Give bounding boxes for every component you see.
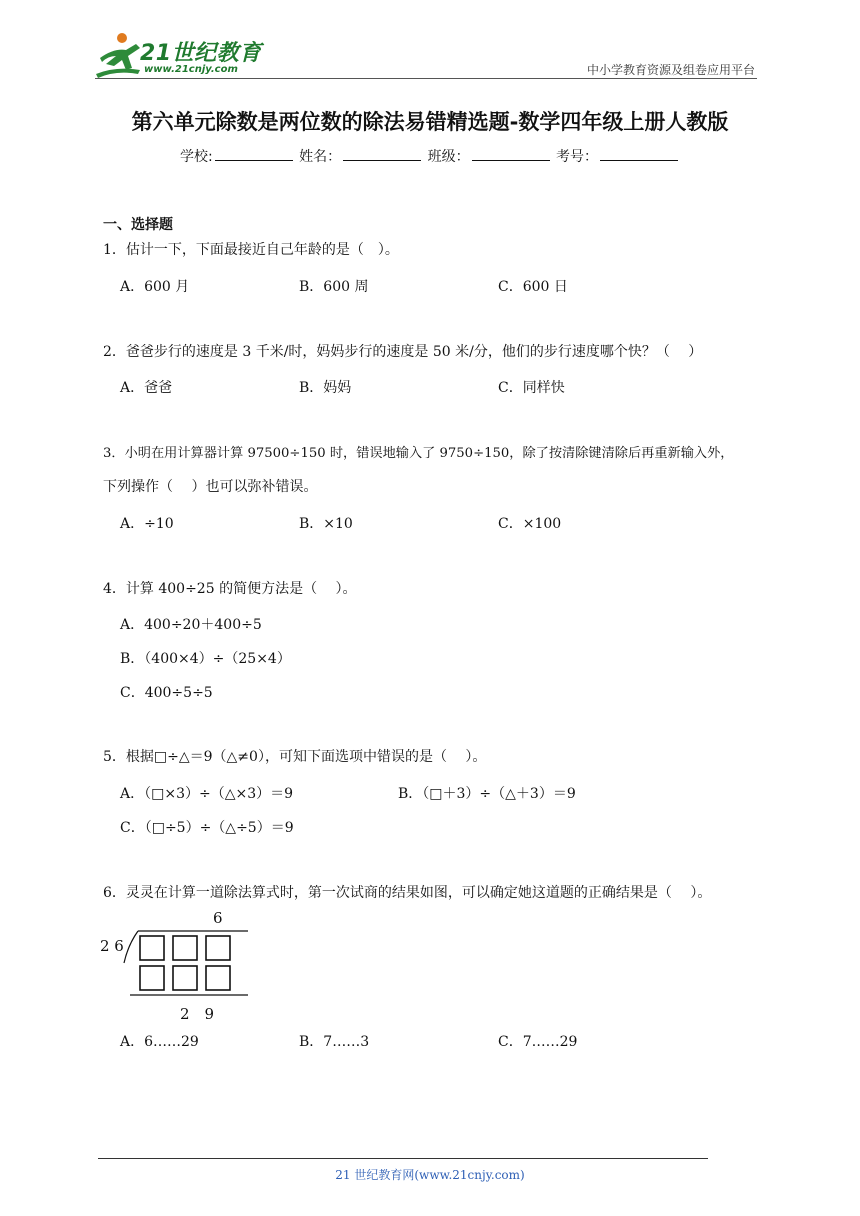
question-5: 5．根据□÷△＝9（△≠0），可知下面选项中错误的是（ ）。 xyxy=(103,749,487,765)
class-label: 班级： xyxy=(427,149,470,165)
q1-option-b[interactable]: B．600 周 xyxy=(299,279,369,295)
question-3-line-2: 下列操作（ ）也可以弥补错误。 xyxy=(103,479,318,495)
question-6: 6．灵灵在计算一道除法算式时，第一次试商的结果如图，可以确定她这道题的正确结果是（ ）。 xyxy=(103,885,712,901)
division-bracket xyxy=(124,931,138,963)
platform-label: 中小学教育资源及组卷应用平台 xyxy=(586,63,755,77)
logo-url: www.21cnjy.com xyxy=(144,64,238,75)
name-label: 姓名： xyxy=(299,149,342,165)
school-blank[interactable] xyxy=(215,148,293,161)
digit-box xyxy=(140,966,164,990)
q3-option-b[interactable]: B．×10 xyxy=(299,516,353,532)
q2-option-a[interactable]: A．爸爸 xyxy=(120,380,173,396)
long-division-diagram xyxy=(100,905,260,1025)
q2-option-c[interactable]: C．同样快 xyxy=(498,380,565,396)
digit-box xyxy=(173,936,197,960)
footer-link[interactable]: 21 世纪教育网(www.21cnjy.com) xyxy=(335,1168,525,1182)
header-divider xyxy=(95,78,757,79)
digit-box xyxy=(206,936,230,960)
name-blank[interactable] xyxy=(343,148,421,161)
question-1: 1．估计一下，下面最接近自己年龄的是（ ）。 xyxy=(103,242,399,258)
q5-option-a[interactable]: A．（□×3）÷（△×3）＝9 xyxy=(120,786,294,802)
q6-option-c[interactable]: C．7……29 xyxy=(498,1034,578,1050)
number-label: 考号： xyxy=(556,149,599,165)
page-title: 第六单元除数是两位数的除法易错精选题-数学四年级上册人教版 xyxy=(131,110,729,134)
diagram-remainder: 2 9 xyxy=(180,1005,215,1023)
section-heading: 一、选择题 xyxy=(103,217,173,233)
q6-option-b[interactable]: B．7……3 xyxy=(299,1034,370,1050)
q6-option-a[interactable]: A．6……29 xyxy=(120,1034,199,1050)
question-3: 3．小明在用计算器计算 97500÷150 时，错误地输入了 9750÷150，除了按清除键清除后再重新输入外， xyxy=(103,446,734,461)
q1-option-a[interactable]: A．600 月 xyxy=(120,279,190,295)
digit-box xyxy=(173,966,197,990)
logo-text: 21世纪教育 xyxy=(140,41,262,66)
q3-option-a[interactable]: A．÷10 xyxy=(120,516,174,532)
q5-option-c[interactable]: C．（□÷5）÷（△÷5）＝9 xyxy=(120,820,294,836)
question-4: 4．计算 400÷25 的简便方法是（ ）。 xyxy=(103,581,357,597)
digit-box xyxy=(206,966,230,990)
q3-option-c[interactable]: C．×100 xyxy=(498,516,562,532)
diagram-divisor: 2 6 xyxy=(100,937,124,955)
student-info xyxy=(0,146,860,166)
number-blank[interactable] xyxy=(600,148,678,161)
q2-option-b[interactable]: B．妈妈 xyxy=(299,380,352,396)
q4-option-b[interactable]: B．（400×4）÷（25×4） xyxy=(120,651,291,667)
footer-divider xyxy=(98,1158,708,1159)
q4-option-c[interactable]: C．400÷5÷5 xyxy=(120,685,213,701)
school-label: 学校: xyxy=(179,149,213,165)
q4-option-a[interactable]: A．400÷20＋400÷5 xyxy=(120,617,262,633)
digit-box xyxy=(140,936,164,960)
q5-option-b[interactable]: B．（□＋3）÷（△＋3）＝9 xyxy=(398,786,576,802)
q1-option-c[interactable]: C．600 日 xyxy=(498,279,568,295)
diagram-quotient: 6 xyxy=(213,909,223,927)
class-blank[interactable] xyxy=(472,148,550,161)
question-2: 2．爸爸步行的速度是 3 千米/时，妈妈步行的速度是 50 米/分，他们的步行速度哪个快？（ ） xyxy=(103,344,703,360)
